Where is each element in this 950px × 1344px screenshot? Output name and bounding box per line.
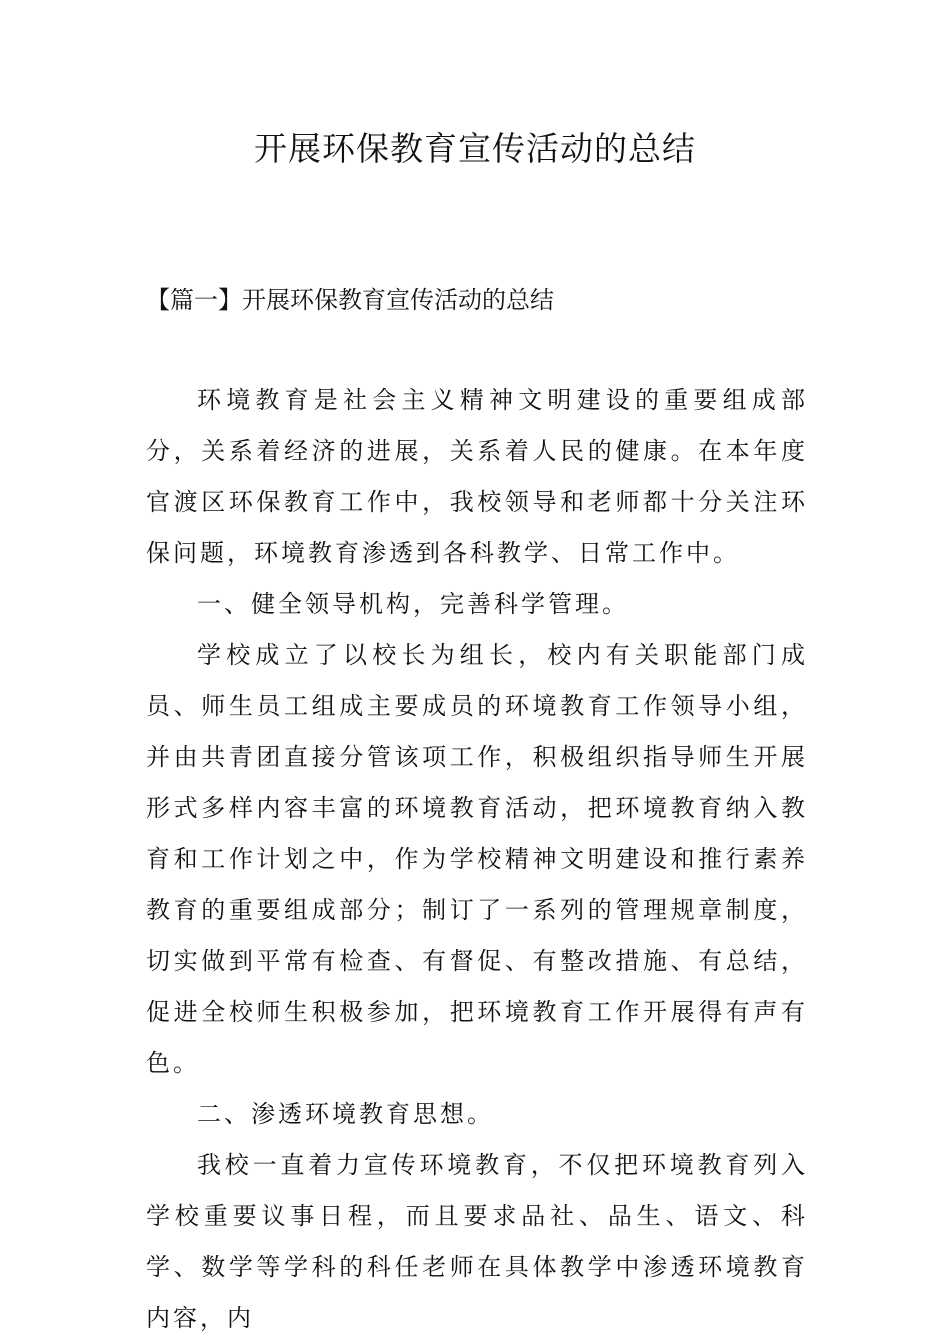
subheading-education: 二、渗透环境教育思想。 — [197, 1100, 494, 1128]
paragraph-education: 我校一直着力宣传环境教育，不仅把环境教育列入学校重要议事日程，而且要求品社、品生、语文、科学、数学等学科的科任老师在具体教学中渗透环境教育内容，内 — [146, 1151, 808, 1332]
paragraph-leadership: 学校成立了以校长为组长，校内有关职能部门成员、师生员工组成主要成员的环境教育工作领导小组，并由共青团直接分管该项工作，积极组织指导师生开展形式多样内容丰富的环境教育活动，把环境教育纳入教育和工作计划之中，作为学校精神文明建设和推行素养教育的重要组成部分；制订了一系列的管理规章制度，切实做到平常有检查、有督促、有整改措施、有总结，促进全校师生积极参加，把环境教育工作开展得有声有色。 — [146, 641, 808, 1077]
paragraph-intro: 环境教育是社会主义精神文明建设的重要组成部分，关系着经济的进展，关系着人民的健康。在本年度官渡区环保教育工作中，我校领导和老师都十分关注环保问题，环境教育渗透到各科教学、日常工作中。 — [146, 386, 808, 567]
document-title: 开展环保教育宣传活动的总结 — [254, 129, 696, 168]
document-body — [146, 375, 808, 1344]
subheading-leadership: 一、健全领导机构，完善科学管理。 — [197, 590, 629, 618]
section-heading: 【篇一】开展环保教育宣传活动的总结 — [146, 286, 554, 314]
